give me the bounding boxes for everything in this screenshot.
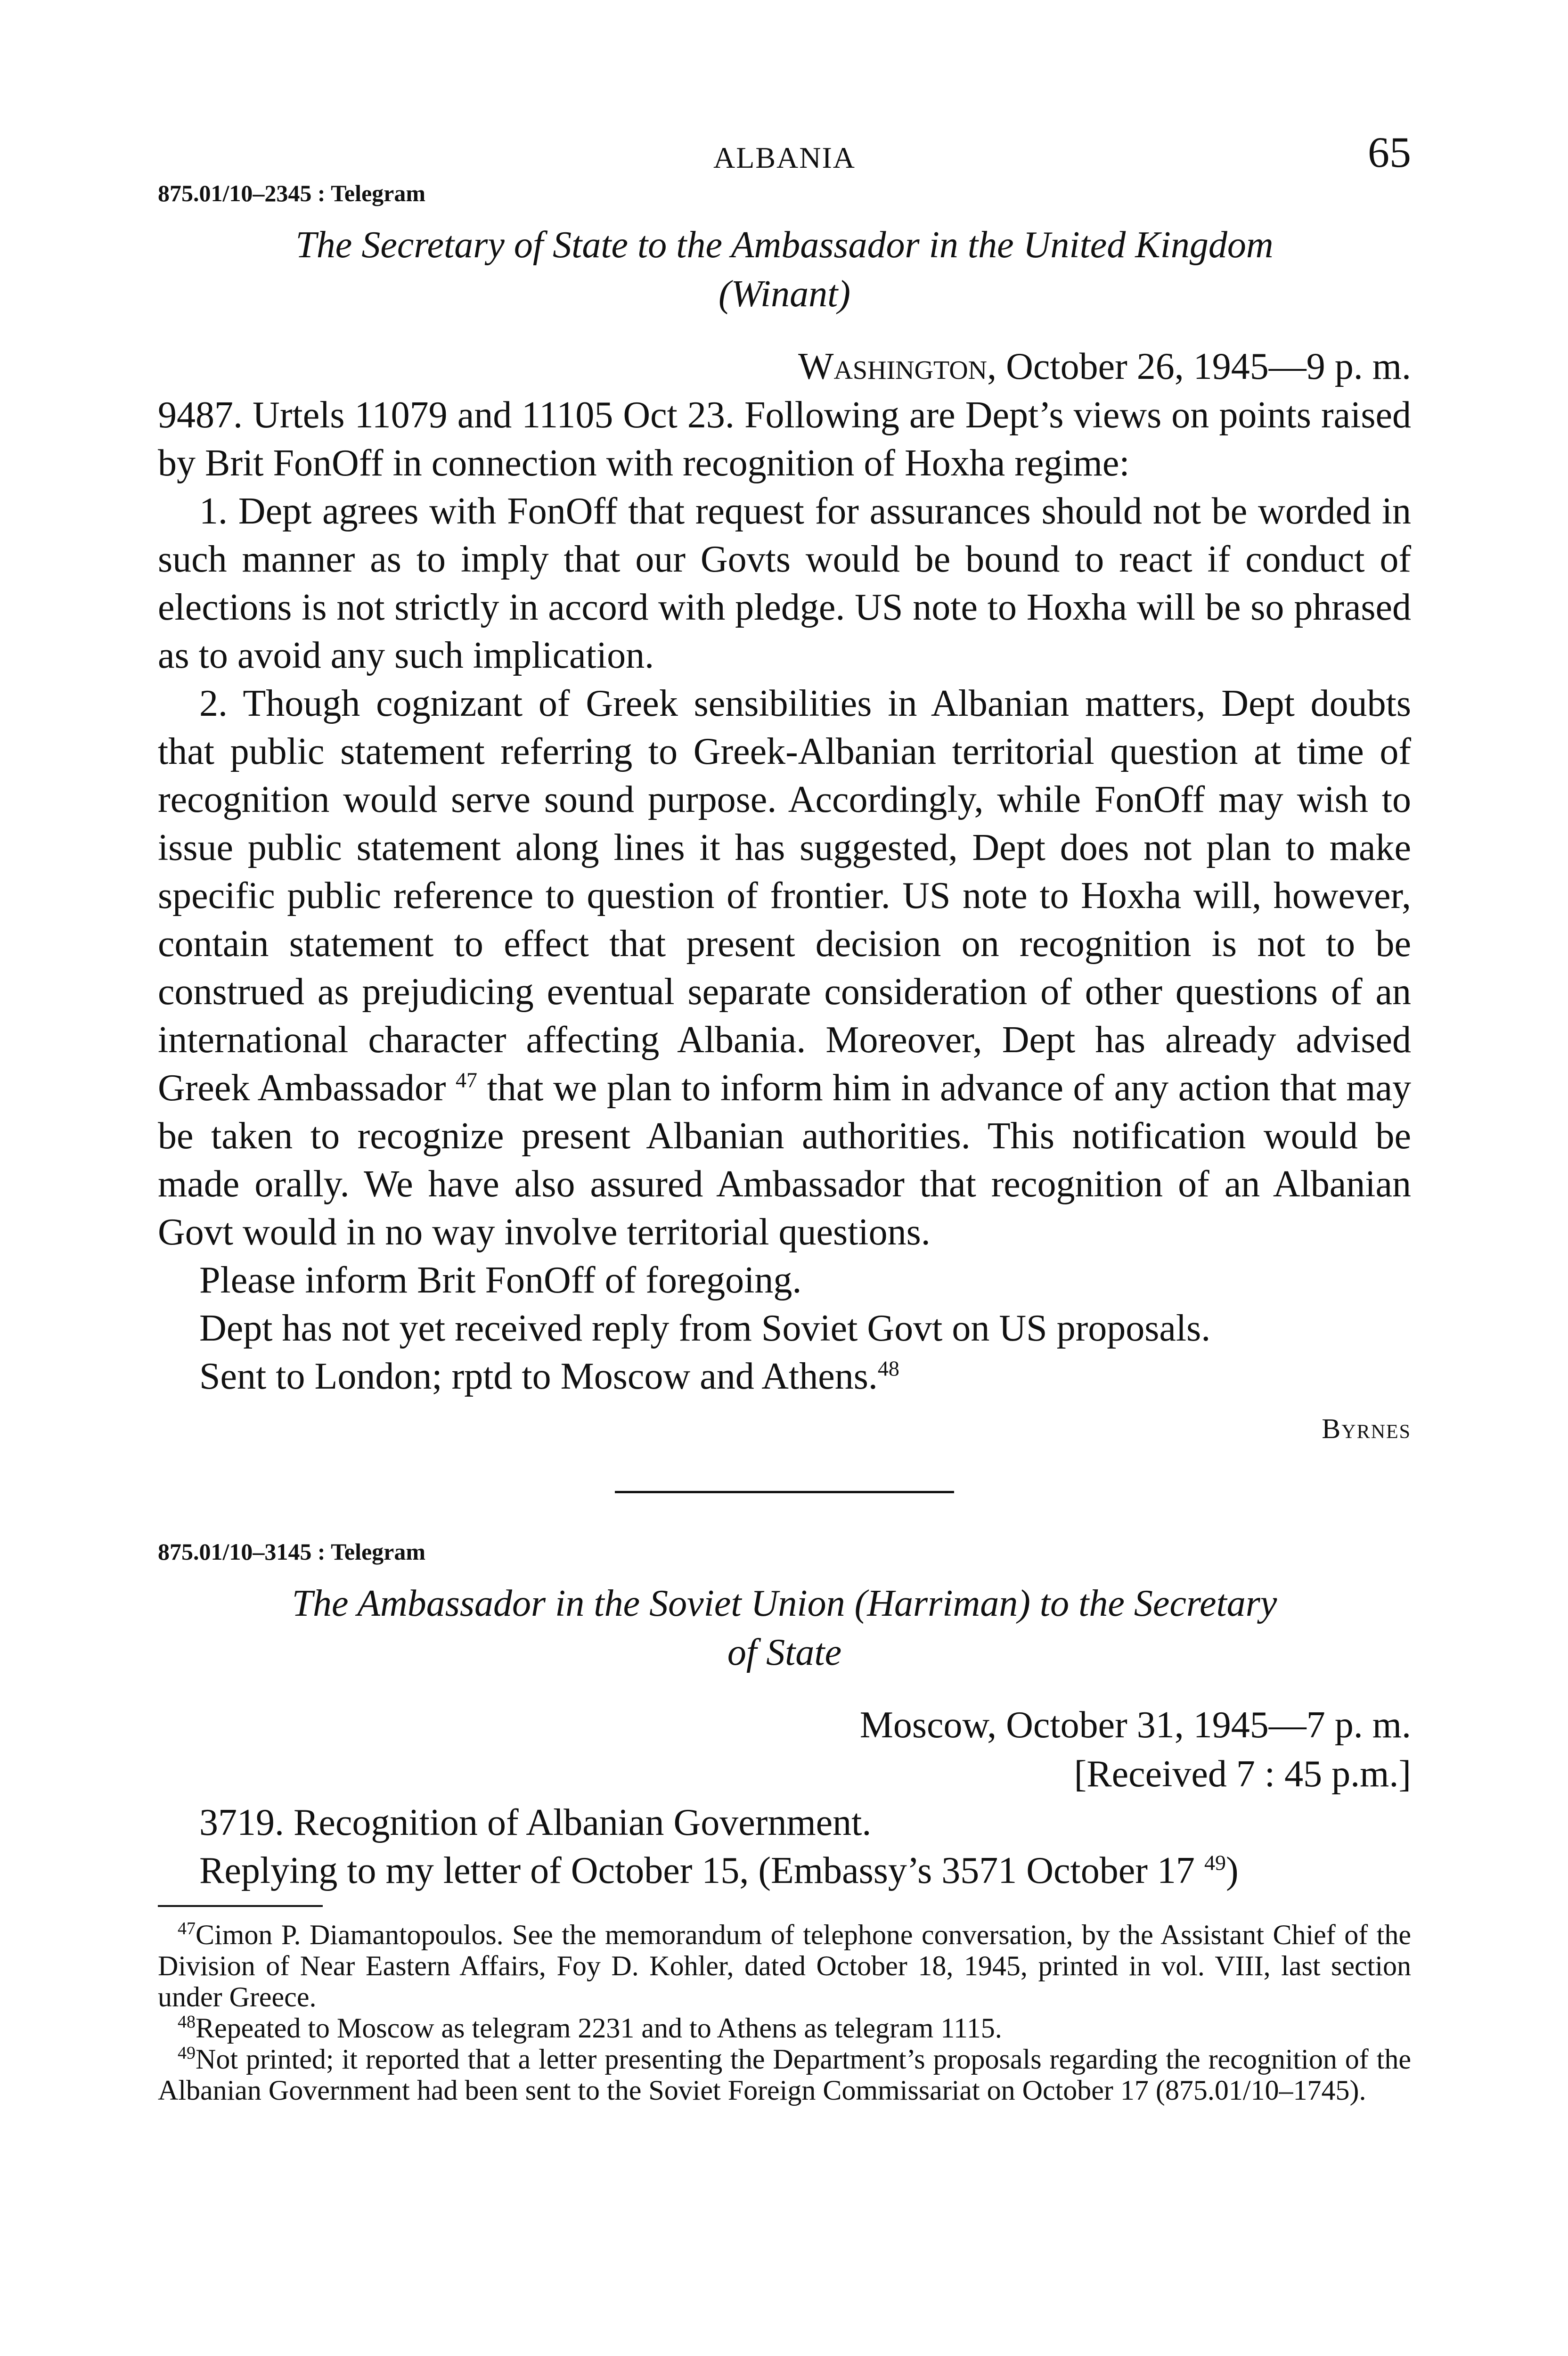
doc1-body bbox=[158, 391, 1411, 1400]
doc2-body bbox=[158, 1799, 1411, 1895]
doc1-file-number: 875.01/10–2345 : Telegram bbox=[158, 180, 426, 206]
doc1-paragraph-4: Please inform Brit FonOff of foregoing. bbox=[199, 1260, 802, 1301]
doc1-date: , October 26, 1945—9 p. m. bbox=[987, 346, 1411, 387]
footnote-ref-49[interactable]: 49 bbox=[1204, 1850, 1226, 1875]
doc2-place: Moscow bbox=[859, 1704, 988, 1746]
footnote-47-text: Cimon P. Diamantopoulos. See the memorandum of telephone conversation, by the Assistant Chief of the Division of Near Eastern Affairs, Foy D. Kohler, dated October 18, 1945, printed in vol. VIII, last section under Greece. bbox=[158, 1919, 1411, 2012]
doc2-paragraph-2 bbox=[158, 1847, 1411, 1895]
footnote-49-text: Not printed; it reported that a letter presenting the Department’s proposals regarding the recognition of the Albanian Government had been sent to the Soviet Foreign Commissariat on October 17 (875.01/10–1745). bbox=[158, 2044, 1411, 2106]
footnote-marker-48: 48 bbox=[178, 2012, 196, 2032]
page-number: 65 bbox=[1368, 128, 1411, 176]
doc2-paragraph-2-text-a: Replying to my letter of October 15, (Embassy’s 3571 October 17 bbox=[199, 1850, 1195, 1891]
doc1-paragraph-5: Dept has not yet received reply from Soviet Govt on US proposals. bbox=[199, 1308, 1211, 1349]
doc1-paragraph-6-text: Sent to London; rptd to Moscow and Athens. bbox=[199, 1356, 878, 1397]
doc1-paragraph-2: 1. Dept agrees with FonOff that request for assurances should not be worded in such manner as to imply that our Govts would be bound to react if conduct of elections is not strictly in accord with pledge. US note to Hoxha will be so phrased as to avoid any such implication. bbox=[158, 491, 1411, 676]
doc2-paragraph-2-text-b: ) bbox=[1225, 1850, 1239, 1891]
doc2-date: , October 31, 1945—7 p. m. bbox=[987, 1704, 1411, 1746]
doc1-title bbox=[158, 221, 1411, 319]
section-divider bbox=[615, 1491, 954, 1493]
doc1-paragraph-3-text-b: that we plan to inform him in advance of any action that may be taken to recognize present Albanian authorities. This notification would be made orally. We have also assured Ambassador that recognition of an Albanian Govt would in no way involve territorial questions. bbox=[158, 1067, 1412, 1253]
document-page bbox=[158, 127, 1411, 2106]
footnote-marker-49: 49 bbox=[178, 2043, 196, 2063]
footnote-47 bbox=[158, 1919, 1411, 2012]
doc2-title-line2: of State bbox=[727, 1632, 842, 1673]
doc2-received: [Received 7 : 45 p.m.] bbox=[1074, 1753, 1411, 1795]
running-head bbox=[158, 127, 1411, 179]
doc1-paragraph-3-text-a: 2. Though cognizant of Greek sensibilities in Albanian matters, Dept doubts that public statement referring to Greek-Albanian territorial question at time of recognition would serve sound purpose. Accordingly, while FonOff may wish to issue public statement along lines it has suggested, Dept does not plan to make specific public reference to question of frontier. US note to Hoxha will, however, contain statement to effect that present decision on recognition is not to be construed as prejudicing eventual separate consideration of other questions of an international character affecting Albania. Moreover, Dept has already advised Greek Ambassador bbox=[158, 683, 1411, 1109]
doc2-title-line1: The Ambassador in the Soviet Union (Harriman) to the Secretary bbox=[292, 1583, 1277, 1624]
doc1-paragraph-1: 9487. Urtels 11079 and 11105 Oct 23. Following are Dept’s views on points raised by Brit FonOff in connection with recognition of Hoxha regime: bbox=[158, 394, 1411, 484]
footnotes bbox=[158, 1919, 1411, 2106]
doc1-title-line2: (Winant) bbox=[719, 273, 850, 315]
footnote-marker-47: 47 bbox=[178, 1919, 196, 1939]
footnote-49 bbox=[158, 2044, 1411, 2106]
doc1-signature: Byrnes bbox=[1322, 1413, 1411, 1444]
doc1-place: Washington bbox=[798, 346, 988, 387]
doc2-title bbox=[158, 1579, 1411, 1677]
doc1-title-line1: The Secretary of State to the Ambassador in the United Kingdom bbox=[295, 224, 1274, 266]
footnote-divider bbox=[158, 1905, 323, 1907]
doc2-file-number: 875.01/10–3145 : Telegram bbox=[158, 1538, 426, 1565]
doc1-dateline bbox=[158, 342, 1411, 391]
doc2-paragraph-1: 3719. Recognition of Albanian Government. bbox=[199, 1802, 872, 1843]
running-head-title: ALBANIA bbox=[713, 141, 856, 174]
footnote-ref-48[interactable]: 48 bbox=[877, 1356, 899, 1381]
doc1-paragraph-6 bbox=[158, 1352, 1411, 1400]
doc1-paragraph-3 bbox=[158, 679, 1411, 1256]
footnote-48-text: Repeated to Moscow as telegram 2231 and to Athens as telegram 1115. bbox=[196, 2012, 1002, 2044]
footnote-48 bbox=[158, 2012, 1411, 2044]
footnote-ref-47[interactable]: 47 bbox=[456, 1068, 478, 1092]
doc2-dateline bbox=[158, 1701, 1411, 1750]
